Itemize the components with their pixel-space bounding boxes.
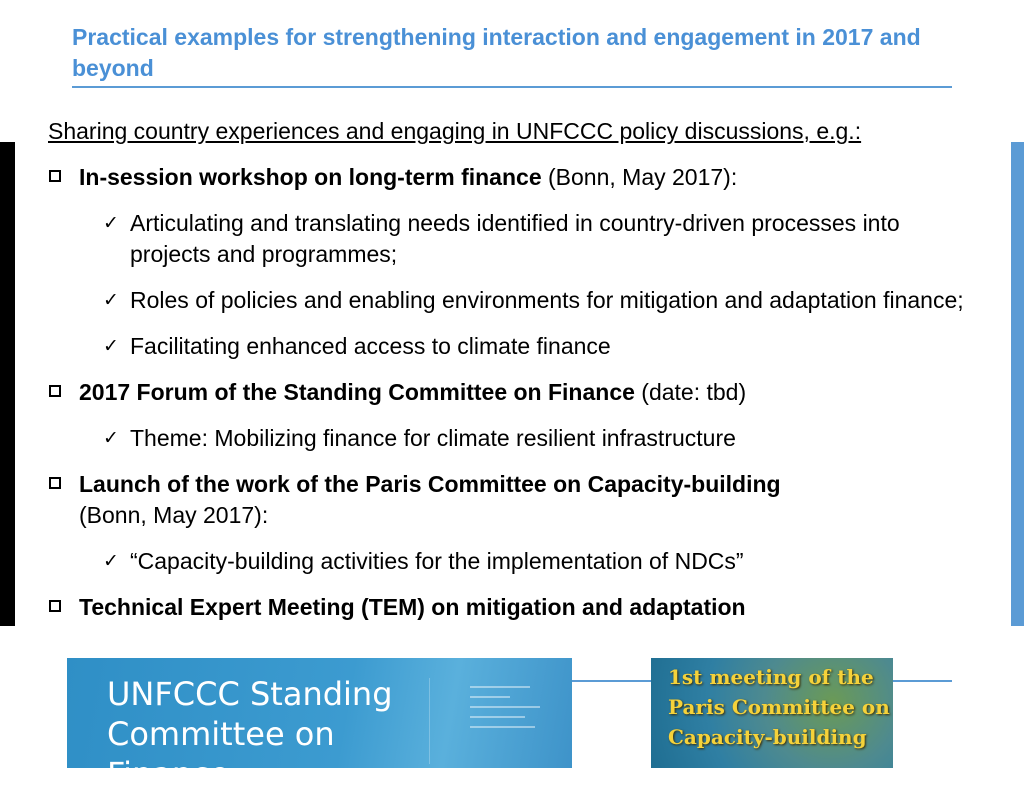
check-item xyxy=(48,331,978,362)
pccb-line-2: Paris Committee on xyxy=(668,695,890,719)
checkbox-square-icon xyxy=(49,600,61,612)
bullet-detail: (Bonn, May 2017): xyxy=(79,502,269,528)
checkmark-icon: ✓ xyxy=(103,551,119,572)
pccb-banner-text xyxy=(668,662,890,752)
checkbox-square-icon xyxy=(49,170,61,182)
checkmark-icon: ✓ xyxy=(103,428,119,449)
check-item xyxy=(48,208,978,270)
bullet-scf-forum xyxy=(48,377,978,408)
check-item xyxy=(48,285,978,316)
bullet-heading: In-session workshop on long-term finance xyxy=(79,164,542,190)
title-divider xyxy=(72,86,952,88)
scf-banner-image xyxy=(67,658,572,793)
check-item xyxy=(48,546,978,577)
checkbox-square-icon xyxy=(49,385,61,397)
slide-title: Practical examples for strengthening interaction and engagement in 2017 and beyond xyxy=(72,24,921,81)
bullet-detail: (date: tbd) xyxy=(634,379,747,405)
pccb-line-1: 1st meeting of the xyxy=(668,665,874,689)
bullet-heading: 2017 Forum of the Standing Committee on Finance xyxy=(79,379,635,405)
check-text: Articulating and translating needs identified in country-driven processes into projects and programmes; xyxy=(130,210,900,267)
pccb-banner-image xyxy=(651,658,893,768)
intro-text: Sharing country experiences and engaging in UNFCCC policy discussions, e.g.: xyxy=(48,118,862,144)
left-black-bar xyxy=(0,142,15,626)
check-text: Roles of policies and enabling environments for mitigation and adaptation finance; xyxy=(130,287,964,313)
checkmark-icon: ✓ xyxy=(103,213,119,234)
bullet-tem xyxy=(48,592,978,623)
right-blue-bar xyxy=(1011,142,1024,626)
slide-body xyxy=(48,116,978,623)
checkmark-icon: ✓ xyxy=(103,290,119,311)
scf-banner-text: UNFCCC Standing Committee on Finance xyxy=(107,675,393,793)
bullet-pccb-launch xyxy=(48,469,978,531)
checkmark-icon: ✓ xyxy=(103,336,119,357)
check-item xyxy=(48,423,978,454)
bullet-in-session-workshop xyxy=(48,162,978,193)
bullet-detail: (Bonn, May 2017): xyxy=(541,164,738,190)
scf-banner-small-print xyxy=(429,678,560,764)
check-text: Facilitating enhanced access to climate finance xyxy=(130,333,611,359)
bullet-heading: Launch of the work of the Paris Committee on Capacity-building xyxy=(79,471,781,497)
bullet-heading: Technical Expert Meeting (TEM) on mitigation and adaptation xyxy=(79,594,746,620)
check-text: “Capacity-building activities for the implementation of NDCs” xyxy=(130,548,744,574)
checkbox-square-icon xyxy=(49,477,61,489)
pccb-line-3: Capacity-building xyxy=(668,725,867,749)
check-text: Theme: Mobilizing finance for climate resilient infrastructure xyxy=(130,425,736,451)
